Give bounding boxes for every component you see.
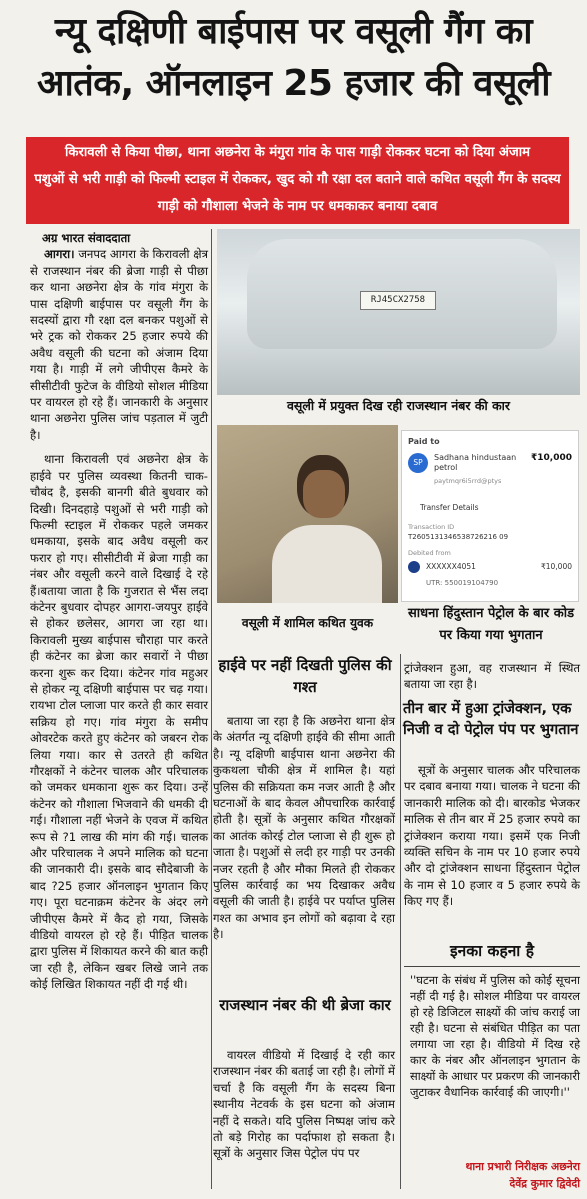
- merchant-upi-id: paytmqr6i5rrd@ptys: [434, 477, 502, 485]
- column-2-paragraph-1: बताया जा रहा है कि अछनेरा थाना क्षेत्र के अंतर्गत न्यू दक्षिणी हाईवे की सीमा आती है। न्यू दक्षिणी बाईपास थाना अछनेरा की कुकथला चौकी क्षेत्र में शामिल है। यहां पुलिस की सक्रियता कम नजर आती है और घटनाओं के बाद केवल औपचारिक कार्रवाई होती है। सूत्रों के अनुसार कथित गौरक्षकों का आतंक कोरई टोल प्लाजा से ही शुरू हो जाता है। पशुओं से लदी हर गाड़ी पर उनकी नजर रहती है और मौका मिलते ही रोककर पुलिस कार्रवाई का भय दिखाकर अवैध वसूली की जाती है। हाईवे पर पर्याप्त पुलिस गश्त का अभाव इन लोगों को बढ़ावा दे रहा है।: [213, 714, 395, 942]
- subheadline-banner: [26, 137, 569, 224]
- bank-icon: [408, 561, 420, 573]
- column-1-paragraph-2: थाना किरावली एवं अछनेरा क्षेत्र के हाईवे पर पुलिस व्यवस्था कितनी चाक-चौबंद है, इसकी बानगी बीते बुधवार को दिखी। दिनदहाड़े पशुओं से भरी गाड़ी को फिल्मी स्टाइल में रोककर पहले जमकर धमकाया, इसके बाद अवैध वसूली कर फरार हो गए। सीसीटीवी में ब्रेजा गाड़ी का नंबर और वसूली करने वाले दिखाई दे रहे हैं।बताया जाता है कि गुजरात से भैंस लदा कंटेनर बुधवार दोपहर आगरा-जयपुर हाईवे से होकर छलेसर, आगरा जा रहा था। किरावली मुख्य बाईपास चौराहा पार करते ही कंटेनर का ब्रेजा कार सवारों ने पीछा करना शुरू कर दिया। कंटेनर गांव महुअर से होकर न्यू दक्षिणी बाईपास पर चढ़ गया। रायभा टोल प्लाजा पार करते ही कार सवार सक्रिय हो गए। गांव मंगुरा के समीप ओवरटेक करते हुए कंटेनर को जबरन रोक लिया गया। कार से उतरते ही कथित गौरक्षकों ने कंटेनर चालक और परिचालक को जमकर धमकाना शुरू कर दिया। उन्हें कंटेनर को गौशाला भिजवाने की धमकी दी गई। गौशाला नहीं भेजने के एवज में कथित रूप से ?1 लाख की मांग की गई। चालक और परिचालक ने अपने मालिक को घटना की जानकारी दी। इसके बाद सौदेबाजी के बाद ?25 हजार ऑनलाइन भुगतान किए गए। पूरा घटनाक्रम कंटेनर के अंदर लगे जीपीएस कैमरे में कैद हो गया, जिसके वीडियो वायरल हो रहे हैं। पीड़ित चालक द्वारा पुलिस में शिकायत करने की बात कही जा रही है, लेकिन खबर लिखे जाने तक कोई लिखित शिकायत नहीं दी गई थी।: [30, 452, 208, 992]
- payment-screenshot-caption: साधना हिंदुस्तान पेट्रोल के बार कोड पर किया गया भुगतान: [407, 606, 575, 643]
- banner-line-2: पशुओं से भरी गाड़ी को फिल्मी स्टाइल में रोककर, खुद को गौ रक्षा दल बताने वाले कथित वसूली गैंग के सदस्य: [34, 172, 561, 187]
- headline-line-1: न्यू दक्षिणी बाईपास पर वसूली गैंग का: [54, 11, 533, 52]
- article-column-1: [30, 230, 208, 1001]
- article-column-3-top: [404, 660, 580, 693]
- transaction-id: T2605131346538726216 09: [408, 533, 509, 541]
- article-column-2b: [213, 1047, 395, 1170]
- byline: अग्र भारत संवाददाता: [42, 231, 131, 245]
- merchant-avatar: SP: [408, 453, 428, 473]
- transfer-details-label: Transfer Details: [420, 503, 479, 512]
- transaction-id-label: Transaction ID: [408, 523, 455, 531]
- headline-line-2: आतंक, ऑनलाइन 25 हजार की वसूली: [36, 63, 551, 104]
- car-photo: [217, 229, 580, 395]
- car-photo-caption: वसूली में प्रयुक्त दिख रही राजस्थान नंबर की कार: [286, 398, 511, 413]
- suspect-body: [272, 525, 382, 603]
- utr-number: UTR: 550019104790: [426, 579, 499, 587]
- column-1-paragraph-1-text: जनपद आगरा के किरावली क्षेत्र से राजस्थान नंबर की ब्रेजा गाड़ी से पीछा कर थाना अछनेरा क्षेत्र के गांव मंगुरा के पास दक्षिणी बाईपास पर वसूली गैंग के सदस्यों द्वारा गौ रक्षा दल बनकर पशुओं से भरे ट्रक को रोककर 25 हजार रुपये की अवैध वसूली की घटना को अंजाम दिया गया है। गाड़ी में लगे जीपीएस कैमरे के सीसीटीवी फुटेज के वीडियो सोशल मीडिया पर वायरल हो रहे हैं। जानकारी के अनुसार थाना अछनेरा पुलिस जांच पड़ताल में जुटी है।: [30, 247, 209, 442]
- attribution-name: देवेंद्र कुमार द्विवेदी: [509, 1177, 580, 1190]
- suspect-face: [303, 470, 345, 518]
- subhead-rajasthan-car: राजस्थान नंबर की थी ब्रेजा कार: [219, 996, 391, 1014]
- subhead-three-transactions: तीन बार में हुआ ट्रांजेक्शन, एक निजी व दो पेट्रोल पंप पर भुगतान: [403, 700, 579, 738]
- suspect-photo: [217, 425, 398, 603]
- column-3-paragraph-1: सूत्रों के अनुसार चालक और परिचालक पर दबाव बनाया गया। चालक ने घटना की जानकारी मालिक को दी। बारकोड भेजकर मालिक से तीन बार में 25 हजार रुपये का ट्रांजेक्शन कराया गया। इसमें एक निजी व्यक्ति सचिन के नाम पर 10 हजार रुपये और दो ट्रांजेक्शन साधना हिंदुस्तान पेट्रोल के नाम से 10 हजार व 5 हजार रुपये के किए गए हैं।: [404, 763, 580, 909]
- paid-to-label: Paid to: [408, 437, 440, 446]
- article-column-2: [213, 713, 395, 951]
- banner-line-1: किरावली से किया पीछा, थाना अछनेरा के मंगुरा गांव के पास गाड़ी रोककर घटना को दिया अंजाम: [64, 145, 531, 160]
- debited-amount: ₹10,000: [540, 562, 572, 571]
- column-1-paragraph-1: [30, 246, 208, 443]
- attribution-title: थाना प्रभारी निरीक्षक अछनेरा: [465, 1160, 580, 1173]
- statement-attribution: [404, 1158, 580, 1192]
- banner-line-3: गाड़ी को गौशाला भेजने के नाम पर धमकाकर बनाया दबाव: [157, 199, 438, 214]
- article-column-3: [404, 762, 580, 918]
- column-3-paragraph-0: ट्रांजेक्शन हुआ, वह राजस्थान में स्थित बताया जा रहा है।: [404, 661, 580, 692]
- suspect-photo-caption: वसूली में शामिल कथित युवक: [241, 616, 374, 630]
- payment-screenshot: [401, 430, 579, 602]
- debited-from-label: Debited from: [408, 549, 451, 557]
- column-2-paragraph-2: वायरल वीडियो में दिखाई दे रही कार राजस्थान नंबर की बताई जा रही है। लोगों में चर्चा है कि वसूली गैंग के सदस्य बिना स्थानीय नेटवर्क के इस घटना को अंजाम नहीं दे सकते। यदि पुलिस निष्पक्ष जांच करे तो बड़े गिरोह का पर्दाफाश हो सकता है। सूत्रों के अनुसार जिस पेट्रोल पंप पर: [213, 1048, 395, 1161]
- merchant-name: Sadhana hindustaan petrol: [434, 453, 517, 472]
- column-divider-1: [211, 229, 212, 1189]
- debited-account: XXXXXX4051: [426, 562, 476, 571]
- police-statement: ''घटना के संबंध में पुलिस को कोई सूचना नहीं दी गई है। सोशल मीडिया पर वायरल हो रहे डिजिटल साक्ष्यों की जांच कराई जा रही है। घटना से संबंधित पीड़ित का पता लगाया जा रहा है। वीडियो में दिख रहे कार के नंबर और ऑनलाइन भुगतान के साक्ष्यों के आधार पर प्रकरण की जानकारी जुटाकर वैधानिक कार्रवाई की जाएगी।'': [410, 973, 580, 1099]
- column-divider-2: [400, 654, 401, 1189]
- dateline-city: आगरा।: [44, 247, 75, 262]
- subhead-no-patrol: हाईवे पर नहीं दिखती पुलिस की गश्त: [218, 656, 392, 696]
- payment-amount: ₹10,000: [531, 453, 572, 463]
- headline: [6, 6, 581, 110]
- license-plate: RJ45CX2758: [360, 291, 436, 310]
- subhead-statement: इनका कहना है: [450, 942, 534, 960]
